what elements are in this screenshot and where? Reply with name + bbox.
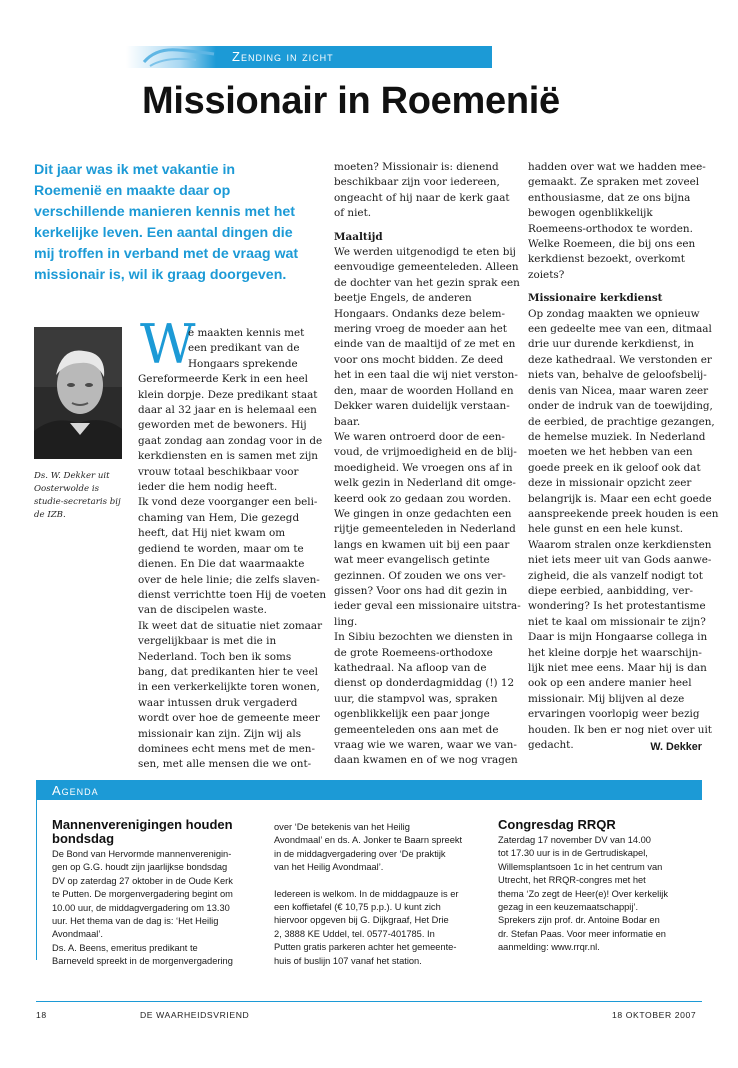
agenda-item-title: Congresdag RRQR <box>498 817 616 832</box>
text-line: beetje Engels, de anderen <box>334 292 472 305</box>
text-line: Barneveld spreekt in de morgenvergadering <box>52 956 233 967</box>
agenda-item-body-b <box>274 888 486 968</box>
text-line: Mannenverenigingen houden <box>52 817 233 832</box>
text-line: moeten we het hebben van een <box>528 446 693 459</box>
text-line: bondsdag <box>52 831 115 846</box>
text-line: Iedereen is welkom. In de middagpauze is er <box>274 888 459 899</box>
article-title: Missionair in Roemenië <box>142 80 560 122</box>
text-line: De Bond van Hervormde mannenverenigin- <box>52 849 232 859</box>
text-line: missionair kan zijn. Zijn wij als <box>138 727 302 740</box>
text-line: Avondmaal’ en ds. A. Jonker te Baarn spreekt <box>274 835 463 846</box>
text-line: gemeenteleden ons aan met de <box>334 723 499 736</box>
text-line: heeft, dat Hij niet kwam om <box>138 527 286 540</box>
text-line: Zaterdag 17 november DV van 14.00 <box>498 835 651 845</box>
agenda-item-body-a <box>274 821 486 875</box>
text-line: goede preek en ik geloof ook dat <box>528 461 701 474</box>
text-line: gedacht. <box>528 739 574 752</box>
agenda-header-bar <box>36 780 702 800</box>
text-line: gemaakt. Ze spraken met zoveel <box>528 176 700 189</box>
text-line: den, maar de woorden Holland en <box>334 384 514 397</box>
text-line: Daar is mijn Hongaarse collega in <box>528 631 708 644</box>
text-line: niet iets meer uit van Gods aanwe- <box>528 554 712 567</box>
text-line: dienen. En Die dat waarmaakte <box>138 558 305 571</box>
text-line: het kleine dorpje het waarschijn- <box>528 646 702 659</box>
subheading-maaltijd: Maaltijd <box>334 230 383 243</box>
text-line: kerkdienst bezoekt, overkomt <box>528 253 685 266</box>
text-line: vraag wie we waren, waar we van- <box>334 739 517 752</box>
text-line: over ‘De betekenis van het Heilig <box>274 822 410 832</box>
agenda-item-continued <box>274 821 486 968</box>
text-line: van het Heilig Avondmaal’. <box>274 862 384 873</box>
agenda-item-body <box>498 834 702 955</box>
text-line: een koffietafel (€ 10,75 p.p.). U kunt zich <box>274 902 441 913</box>
text-line: gezag in een keuzemaatschappij’. <box>498 902 639 913</box>
section-label: Zending in zicht <box>232 49 334 64</box>
text-line: het in een taal die wij niet verston- <box>334 369 518 382</box>
text-line: Dekker waren duidelijk verstaan- <box>334 400 510 413</box>
author-signature: W. Dekker <box>650 741 702 753</box>
text-line: Hongaars. Ondanks deze belem- <box>334 307 505 320</box>
text-line: Op zondag maakten we opnieuw <box>528 307 700 320</box>
text-line: Nederland. Toch ben ik soms <box>138 650 292 663</box>
text-line: langs en kwamen uit bij een paar <box>334 538 510 551</box>
text-line: waar intussen druk vergaderd <box>138 696 298 709</box>
portrait-image <box>34 327 122 459</box>
photo-caption: Ds. W. Dekker uit Oosterwolde is studie-secretaris bij de IZB. <box>34 471 121 520</box>
text-line: uur, die stampvol was, spraken <box>334 692 498 705</box>
text-line: Ik vond deze voorganger een beli- <box>138 496 318 509</box>
text-line: drie uur durende kerkdienst, in <box>528 338 694 351</box>
text-line: kerkdiensten en is samen met zijn <box>138 450 318 463</box>
text-line: 2, 3888 KE Uddel, tel. 0577-401785. In <box>274 928 435 939</box>
text-line: eenvoudige gemeenteleden. Alleen <box>334 261 519 274</box>
agenda-label: Agenda <box>52 783 99 798</box>
text-line: belangrijk is. Maar een echt goede <box>528 492 712 505</box>
text-line: e maakten kennis met <box>188 327 305 339</box>
text-line: hiervoor opgeven bij G. Dijkgraaf, Het Drie <box>274 915 449 926</box>
text-line: voud, de vrijmoedigheid en de blij- <box>334 446 517 459</box>
text-line: welk gezin in Nederland dit omge- <box>334 477 516 490</box>
text-line: voor ons mocht bidden. Ze deed <box>334 353 504 366</box>
text-line: de grote Roemeens-orthodoxe <box>334 646 493 659</box>
text-line: Ds. A. Beens, emeritus predikant te <box>52 942 198 953</box>
text-line: een gedeelte mee van een, ditmaal <box>528 323 712 336</box>
text-line: vergelijkbaar is met die in <box>138 635 277 648</box>
text-line: daar al 32 jaar en is helemaal een <box>138 404 317 417</box>
text-line: gediend te worden, maar om te <box>138 542 304 555</box>
text-line: huis of buslijn 107 vanaf het station. <box>274 955 422 966</box>
text-line: rijtje gemeenteleden in Nederland <box>334 523 516 536</box>
text-line: gen op G.G. houdt zijn jaarlijkse bondsdag <box>52 862 228 873</box>
text-line: einde van de maaltijd of ze met en <box>334 338 516 351</box>
text-line: hele gunst en een hele kunst. <box>528 523 684 536</box>
text-line: dienst op donderdagmiddag (!) 12 <box>334 677 515 690</box>
text-line: gissen? Voor ons had dit gezin in <box>334 584 508 597</box>
text-line: dienst verrichtte toen Hij de voeten <box>138 588 327 601</box>
col3-part-b <box>528 307 719 754</box>
col3-part-a <box>528 160 708 283</box>
text-line: ieder die hem nodig heeft. <box>138 481 278 494</box>
text-line: gezinnen. Of zouden we ons ver- <box>334 569 506 582</box>
text-line: zigheid, die als vanzelf nodigt tot <box>528 569 703 582</box>
magazine-name: DE WAARHEIDSVRIEND <box>140 1010 250 1020</box>
text-line: of niet. <box>334 207 372 220</box>
col2-part-b <box>334 245 521 769</box>
text-line: Welke Roemeen, die bij ons een <box>528 238 696 251</box>
text-line: de eerbied, de prachtige gezangen, <box>528 415 715 428</box>
text-line: ogenblikkelijk een paar jonge <box>334 708 490 721</box>
text-line: deze kathedraal. We verstonden er <box>528 353 712 366</box>
text-line: wondering? Is het protestantisme <box>528 600 706 613</box>
text-line: houden. Ik ben er nog niet over uit <box>528 723 712 736</box>
text-line: ling. <box>334 615 358 628</box>
text-line: over de hele linie; die zelfs slaven- <box>138 573 320 586</box>
text-line: ongeacht of hij naar de kerk gaat <box>334 191 510 204</box>
text-line: in de middagvergadering over ‘De praktijk <box>274 848 446 859</box>
text-line: lijk niet mee eens. Maar hij is dan <box>528 662 707 674</box>
text-line: bang, dat predikanten hier te veel <box>138 665 318 678</box>
text-line: beschikbaar zijn voor iedereen, <box>334 176 500 189</box>
text-line: denis van Nicea, maar waren zeer <box>528 384 709 397</box>
text-line: We gingen in onze gedachten een <box>334 507 512 520</box>
text-line: Gereformeerde Kerk in een heel <box>138 373 308 386</box>
agenda-item-body <box>52 848 262 969</box>
text-line: mering vroeg de moeder aan het <box>334 323 507 336</box>
text-line: chaming van Hem, Die gezegd <box>138 511 300 524</box>
text-line: baar. <box>334 415 361 428</box>
text-line: bewogen ogenblikkelijk <box>528 207 653 220</box>
col2-part-a <box>334 160 514 222</box>
text-line: kathedraal. Na afloop van de <box>334 662 487 674</box>
text-line: aanmelding: www.rrqr.nl. <box>498 942 600 953</box>
article-intro: Dit jaar was ik met vakantie in Roemenië en maakte daar op verschillende manieren kennis met het kerkelijke leven. Een aantal dingen die mij troffen in verband met de vraag wat missionair is, wil ik graag doorgeven. <box>34 162 299 283</box>
article-column-1 <box>138 326 327 773</box>
text-line: aanspreekende preek houden is een <box>528 507 719 520</box>
globe-graphic <box>126 44 216 70</box>
text-line: ervaringen voorlopig weer bezig <box>528 708 700 721</box>
text-line: uur. Het thema van de dag is: ‘Het Heilig <box>52 916 219 927</box>
agenda-item-congresdag <box>498 818 702 955</box>
text-line: We waren ontroerd door de een- <box>334 430 505 443</box>
text-line: enthousiasme, dat ze ons bijna <box>528 191 691 204</box>
text-line: een predikant van de <box>188 342 300 355</box>
agenda-left-rule <box>36 800 37 960</box>
text-line: moeten? Missionair is: dienend <box>334 161 499 173</box>
text-line: wordt over hoe de gemeente meer <box>138 712 320 725</box>
text-line: moedigheid. We vroegen ons af in <box>334 461 513 474</box>
issue-date: 18 OKTOBER 2007 <box>612 1010 697 1020</box>
text-line: thema ‘Zo zegt de Heer(e)! Over kerkelijk <box>498 888 668 899</box>
text-line: dr. Stefan Paas. Voor meer informatie en <box>498 928 666 939</box>
text-line: diepe eerbied, aanbidding, ver- <box>528 584 694 597</box>
text-line: wat meer evangelisch getinte <box>334 554 490 567</box>
agenda-item-title <box>52 818 262 846</box>
text-line: Sprekers zijn prof. dr. Antoine Bodar en <box>498 915 660 926</box>
text-line: Hongaars sprekende <box>188 357 298 370</box>
text-line: Waarom stralen onze kerkdiensten <box>528 538 712 551</box>
text-line: zoiets? <box>528 268 565 281</box>
text-line: DV op zaterdag 27 oktober in de Oude Kerk <box>52 875 233 886</box>
text-line: tot 17.30 uur is in de Gertrudiskapel, <box>498 848 648 859</box>
text-line: ook op een andere manier heel <box>528 677 692 690</box>
text-line: keerd ook zo gedaan zou worden. <box>334 492 512 505</box>
text-line: niets van, behalve de geloofsbelij- <box>528 369 707 382</box>
text-line: Ik weet dat de situatie niet zomaar <box>138 619 323 632</box>
text-line: missionair. Mij blijven al deze <box>528 692 685 705</box>
article-column-2 <box>334 160 521 769</box>
subheading-missionaire-kerkdienst: Missionaire kerkdienst <box>528 292 663 305</box>
text-line: Willemsplantsoen 1c in het centrum van <box>498 861 663 872</box>
text-line: deze in missionair opzicht zeer <box>528 477 692 490</box>
text-line: Roemeens-orthodox te worden. <box>528 222 693 235</box>
footer-rule <box>36 1001 702 1002</box>
text-line: de dochter van het gezin sprak een <box>334 276 520 289</box>
text-line: niet te kaal om missionair te zijn? <box>528 615 706 628</box>
text-line: We werden uitgenodigd te eten bij <box>334 246 516 259</box>
author-photo <box>34 327 122 459</box>
text-line: klein dorpje. Deze predikant staat <box>138 388 318 401</box>
agenda-item-mannenverenigingen <box>52 818 262 969</box>
text-line: 10.00 uur, de middagvergadering om 13.30 <box>52 902 230 913</box>
text-line: hadden over wat we hadden mee- <box>528 161 706 173</box>
drop-cap: W <box>140 313 196 376</box>
text-line: Putten gratis parkeren achter het gemeente- <box>274 942 457 953</box>
text-line: de hemelse muziek. In Nederland <box>528 430 706 443</box>
text-line: onder de indruk van de toewijding, <box>528 400 713 413</box>
text-line: ieder geval een missionaire uitstra- <box>334 600 521 613</box>
article-column-3 <box>528 160 719 753</box>
text-line: geworden met de bewoners. Hij <box>138 419 307 432</box>
text-line: in een verkerkelijkte toren wonen, <box>138 681 320 694</box>
text-line: sen, met alle mensen die we ont- <box>138 758 312 771</box>
text-line: Utrecht, het RRQR-congres met het <box>498 875 646 886</box>
text-line: van de discipelen waste. <box>138 604 267 617</box>
text-line: vrouw totaal beschikbaar voor <box>138 465 299 478</box>
text-line: daan kwamen en of we nog vragen <box>334 754 518 767</box>
text-line: gaat zondag aan zondag voor in de <box>138 434 323 447</box>
page-number: 18 <box>36 1010 47 1020</box>
text-line: te Putten. De morgenvergadering begint om <box>52 889 233 900</box>
text-line: In Sibiu bezochten we diensten in <box>334 631 513 644</box>
text-line: Avondmaal’. <box>52 929 103 940</box>
text-line: dominees echt mens met de men- <box>138 742 315 755</box>
